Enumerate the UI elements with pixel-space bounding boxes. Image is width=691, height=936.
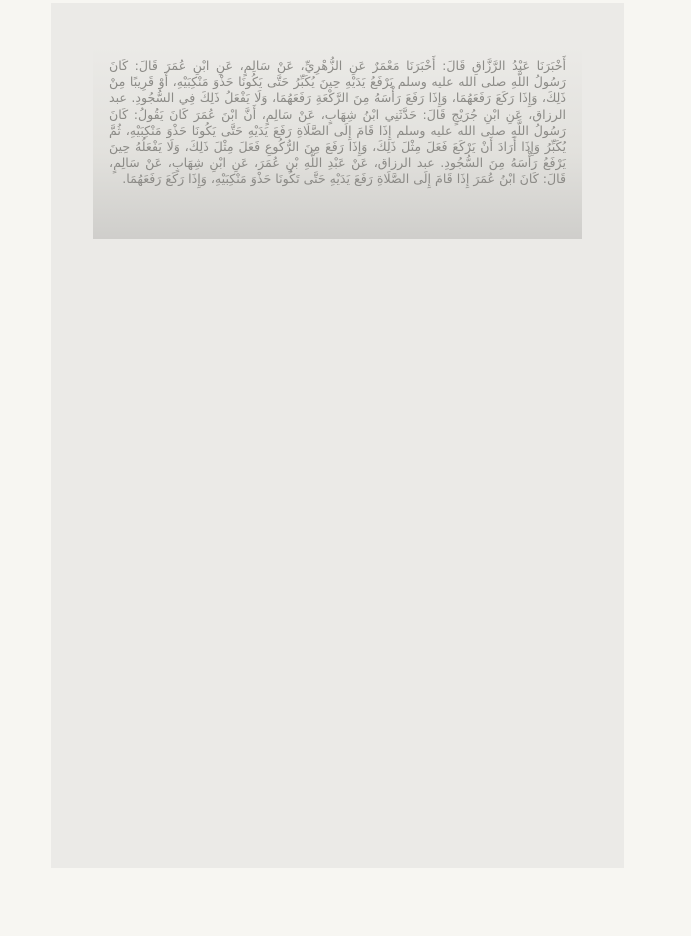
hadith-text-block — [93, 46, 582, 239]
document-page — [51, 3, 624, 868]
hadith-paragraph: أَخْبَرَنَا عَبْدُ الرَّزَّاقِ قَالَ: أَخْبَرَنَا مَعْمَرٌ عَنِ الزُّهْرِيِّ، عَنْ سَالِمٍ، عَنِ ابْنِ عُمَرَ قَالَ: كَانَ رَسُولُ اللَّهِ صلى الله عليه وسلم يَرْفَعُ يَدَيْهِ حِينَ يُكَبِّرُ حَتَّى يَكُونَا حَذْوَ مَنْكِبَيْهِ، أَوْ قَرِيبًا مِنْ ذَلِكَ، وَإِذَا رَكَعَ رَفَعَهُمَا، وَإِذَا رَفَعَ رَأْسَهُ مِنَ الرَّكْعَةِ رَفَعَهُمَا، وَلَا يَفْعَلُ ذَلِكَ فِي السُّجُودِ. عبد الرزاق، عَنِ ابْنِ جُرَيْجٍ قَالَ: حَدَّثَنِي ابْنُ شِهَابٍ، عَنْ سَالِمٍ، أَنَّ ابْنَ عُمَرَ كَانَ يَقُولُ: كَانَ رَسُولُ اللَّهِ صلى الله عليه وسلم إِذَا قَامَ إِلَى الصَّلَاةِ رَفَعَ يَدَيْهِ حَتَّى يَكُونَا حَذْوَ مَنْكِبَيْهِ، ثُمَّ يُكَبِّرُ وَإِذَا أَرَادَ أَنْ يَرْكَعَ فَعَلَ مِثْلَ ذَلِكَ، وَإِذَا رَفَعَ مِنَ الرُّكُوعِ فَعَلَ مِثْلَ ذَلِكَ، وَلَا يَفْعَلُهُ حِينَ يَرْفَعُ رَأْسَهُ مِنَ السُّجُودِ. عبد الرزاق، عَنْ عَبْدِ اللَّهِ بْنِ عُمَرَ، عَنِ ابْنِ شِهَابٍ، عَنْ سَالِمٍ، قَالَ: كَانَ ابْنُ عُمَرَ إِذَا قَامَ إِلَى الصَّلَاةِ رَفَعَ يَدَيْهِ حَتَّى تَكُونَا حَذْوَ مَنْكِبَيْهِ، وَإِذَا رَكَعَ رَفَعَهُمَا. — [109, 58, 566, 187]
